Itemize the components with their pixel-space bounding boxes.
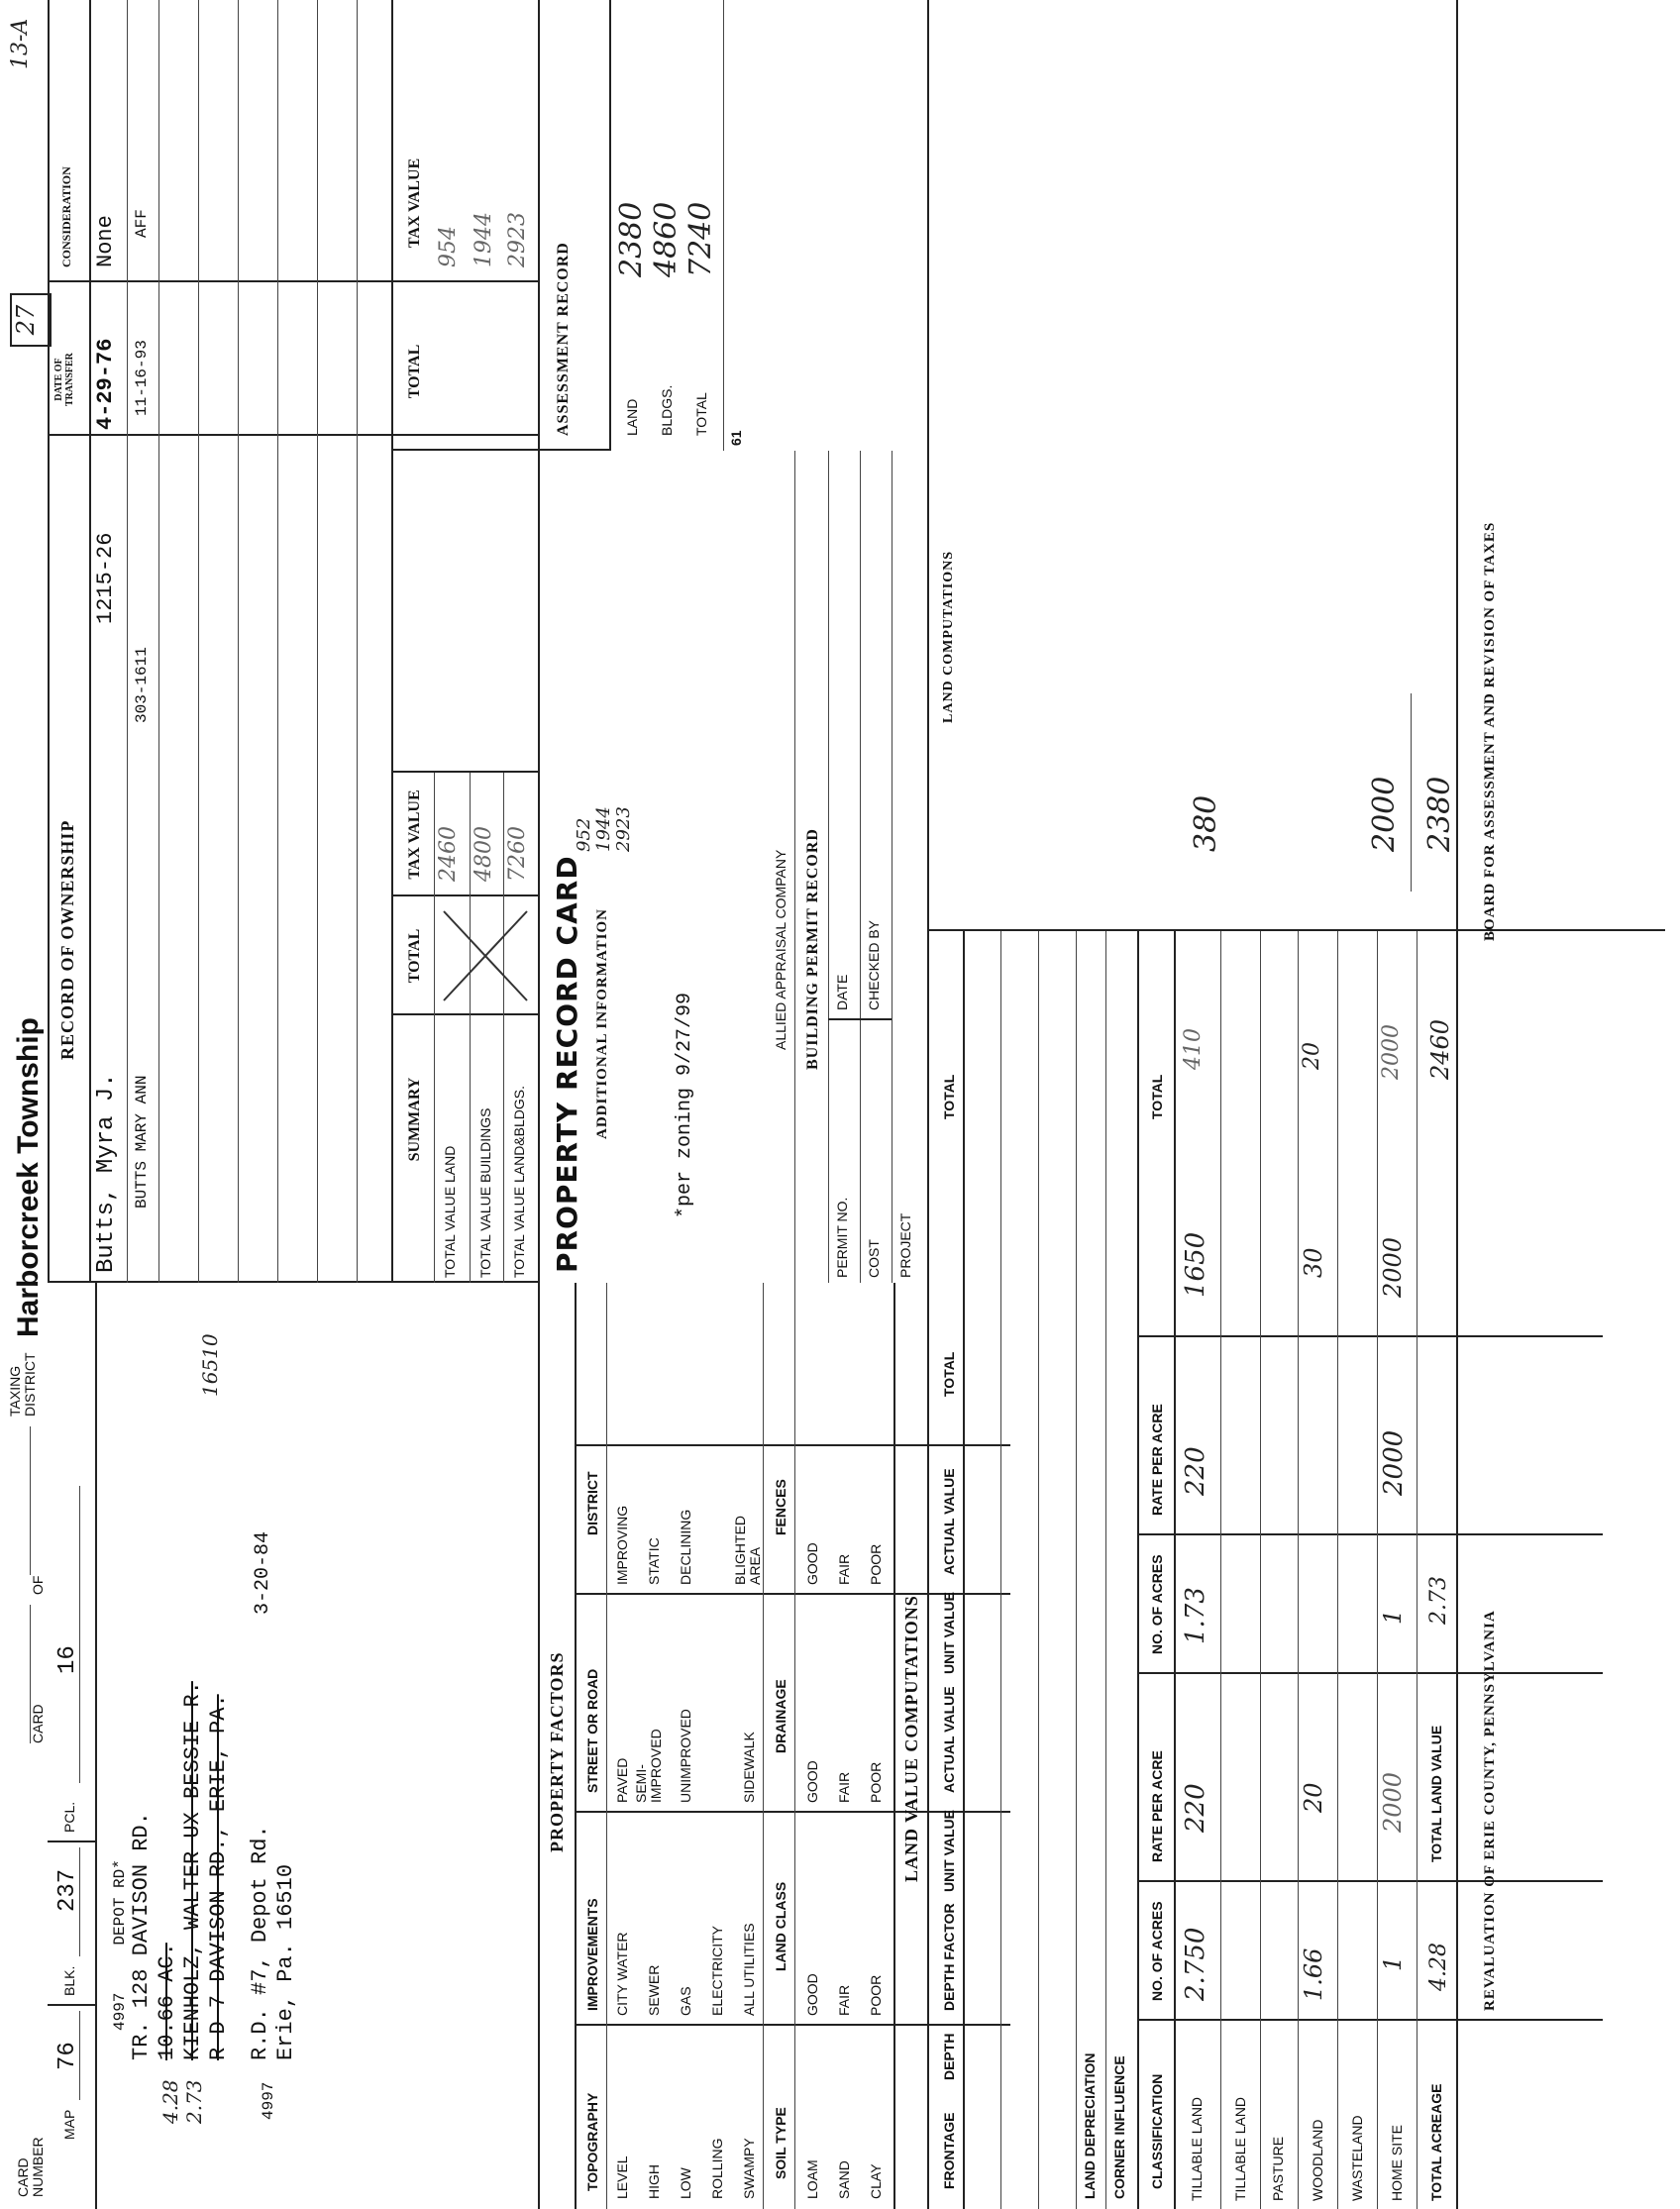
- card-box: 27: [10, 293, 52, 347]
- class-row-5: WASTELAND: [1349, 2115, 1365, 2201]
- summary-tax-header-2: TAX VALUE: [406, 158, 423, 249]
- township-name: Harborcreek Township: [12, 1017, 45, 1337]
- land-comp-value-3: 2380: [1422, 776, 1457, 852]
- lv-header-unit-value: UNIT VALUE: [941, 1810, 957, 1892]
- class-row-4: WOODLAND: [1310, 2119, 1325, 2201]
- class-row-6-rate2: 2000: [1379, 1429, 1409, 1496]
- owner-book-2: 303-1611: [133, 647, 151, 723]
- soil-sand: SAND: [836, 2160, 852, 2199]
- summary-tax-buildings: 4800: [472, 826, 496, 882]
- class-row-4-acres1: 1.66: [1300, 1947, 1327, 2001]
- drainage-poor: POOR: [868, 1761, 884, 1803]
- total-land-value-val: 2460: [1426, 1018, 1454, 1080]
- street-paved: PAVED: [614, 1757, 630, 1803]
- land-class-poor: POOR: [868, 1974, 884, 2016]
- summary-row-total: TOTAL VALUE LAND&BLDGS.: [511, 1086, 527, 1278]
- side-figures: 952 1944 2923: [574, 806, 634, 852]
- street-unimproved: UNIMPROVED: [678, 1709, 693, 1803]
- parcel-line-5-note: 16510: [198, 1333, 222, 1397]
- assessment-bldgs-value: 4860: [649, 201, 683, 277]
- parcel-line-4: KIENHOLZ, WALTER UX BESSIE R.: [180, 1681, 205, 2060]
- owner-date-1: 4-29-76: [93, 338, 118, 430]
- of-label: OF: [30, 1575, 46, 1595]
- land-comp-value-2: 2000: [1367, 776, 1402, 852]
- land-class-good: GOOD: [804, 1973, 820, 2016]
- footer-left: REVALUATION OF ERIE COUNTY, PENNSYLVANIA: [1482, 1610, 1498, 2011]
- summary-tax2-total: 2923: [505, 212, 530, 267]
- assessment-title: ASSESSMENT RECORD: [555, 242, 572, 436]
- lv-header-actual-value: ACTUAL VALUE: [941, 1686, 957, 1793]
- owner-date-2: 11-16-93: [133, 340, 151, 416]
- class-header-classification: CLASSIFICATION: [1149, 2073, 1165, 2189]
- street-header: STREET OR ROAD: [584, 1668, 600, 1793]
- land-comp-title: LAND COMPUTATIONS: [941, 551, 956, 723]
- property-record-title: PROPERTY RECORD CARD: [551, 855, 583, 1273]
- parcel-line-1: 4997 DEPOT RD*: [111, 1859, 129, 2031]
- permit-no-label: PERMIT NO.: [834, 1197, 850, 1278]
- lv-header-total-2: TOTAL: [941, 1074, 957, 1119]
- class-row-3: PASTURE: [1270, 2136, 1286, 2201]
- impr-sewer: SEWER: [646, 1964, 662, 2016]
- assessment-total-label: TOTAL: [693, 392, 709, 436]
- parcel-line-6: R.D. #7, Depot Rd.: [248, 1825, 272, 2060]
- footer-right: BOARD FOR ASSESSMENT AND REVISION OF TAXES: [1482, 521, 1498, 941]
- improvements-header: IMPROVEMENTS: [584, 1898, 600, 2011]
- topo-level: LEVEL: [614, 2156, 630, 2199]
- topo-high: HIGH: [646, 2164, 662, 2199]
- class-row-6-acres1: 1: [1379, 1955, 1407, 1971]
- drainage-good: GOOD: [804, 1760, 820, 1803]
- acreage-note: 4.28 2.73: [158, 2079, 206, 2124]
- street-sidewalk: SIDEWALK: [741, 1732, 757, 1803]
- class-row-6-total2: 2000: [1379, 1024, 1404, 1080]
- corner-influence: CORNER INFLUENCE: [1111, 2055, 1127, 2199]
- blk-label: BLK.: [61, 1965, 77, 1996]
- permit-cost-label: COST: [866, 1239, 882, 1278]
- lv-header-total: TOTAL: [941, 1351, 957, 1397]
- date-transfer-header: DATE OF TRANSFER: [53, 353, 75, 406]
- class-row-1-rate2: 220: [1181, 1446, 1210, 1496]
- class-row-6-acres2: 1: [1379, 1609, 1407, 1625]
- land-depreciation: LAND DEPRECIATION: [1082, 2052, 1098, 2199]
- total-acreage-val2: 2.73: [1426, 1576, 1451, 1625]
- summary-row-buildings: TOTAL VALUE BUILDINGS: [477, 1107, 493, 1278]
- class-row-4-rate1: 20: [1300, 1782, 1327, 1813]
- total-land-value-label: TOTAL LAND VALUE: [1428, 1725, 1444, 1862]
- class-row-1-acres2: 1.73: [1181, 1587, 1210, 1644]
- property-factors-title: PROPERTY FACTORS: [547, 1651, 567, 1852]
- class-row-2: TILLABLE LAND: [1232, 2096, 1248, 2201]
- summary-total-header: TOTAL: [406, 928, 423, 984]
- checked-by-label: CHECKED BY: [866, 919, 882, 1010]
- map-value: 76: [54, 2042, 81, 2070]
- lv-header-actual-value-2: ACTUAL VALUE: [941, 1468, 957, 1575]
- owner-name-2: BUTTS MARY ANN: [133, 1075, 151, 1209]
- topo-swampy: SWAMPY: [741, 2138, 757, 2199]
- lv-header-depth: DEPTH: [941, 2033, 957, 2080]
- summary-title: SUMMARY: [406, 1077, 423, 1162]
- fences-header: FENCES: [773, 1479, 788, 1535]
- district-static: STATIC: [646, 1537, 662, 1585]
- impr-gas: GAS: [678, 1986, 693, 2016]
- class-header-rate-2: RATE PER ACRE: [1149, 1404, 1165, 1516]
- pcl-value: 16: [54, 1645, 81, 1674]
- assessment-bldgs-label: BLDGS.: [659, 384, 675, 436]
- lv-header-unit-value-2: UNIT VALUE: [941, 1592, 957, 1674]
- land-value-title: LAND VALUE COMPUTATIONS: [901, 1595, 921, 1882]
- soil-header: SOIL TYPE: [773, 2107, 788, 2179]
- owner-name-1: Butts, Myra J.: [93, 1073, 120, 1273]
- card-label: CARD: [30, 1704, 46, 1743]
- map-label: MAP: [61, 2109, 77, 2140]
- card-number-label: CARD NUMBER: [15, 2137, 46, 2197]
- total-acreage-label: TOTAL ACREAGE: [1428, 2083, 1444, 2201]
- assessment-land-label: LAND: [624, 398, 640, 436]
- parcel-line-6-date: 3-20-84: [252, 1530, 274, 1615]
- parcel-line-3: 10.66 AC.: [155, 1943, 179, 2060]
- zoning-note: *per zoning 9/27/99: [674, 992, 696, 1218]
- street-semi-improved: SEMI- IMPROVED: [633, 1729, 664, 1803]
- owner-consideration-2: AFF: [133, 209, 151, 238]
- appraisal-company: ALLIED APPRAISAL COMPANY: [773, 849, 788, 1050]
- lv-header-depth-factor: DEPTH FACTOR: [941, 1903, 957, 2011]
- parcel-line-2: TR. 128 DAVISON RD.: [129, 1812, 154, 2060]
- fences-poor: POOR: [868, 1543, 884, 1585]
- parcel-line-5: R D 7 DAVISON RD., ERIE, PA.: [206, 1694, 231, 2060]
- class-row-6-total1: 2000: [1379, 1236, 1407, 1298]
- class-row-6: HOME SITE: [1389, 2124, 1405, 2201]
- summary-tax2-buildings: 1944: [472, 212, 496, 267]
- class-row-1-acres1: 2.750: [1181, 1927, 1210, 2001]
- class-header-total: TOTAL: [1149, 1074, 1165, 1119]
- lv-header-frontage: FRONTAGE: [941, 2112, 957, 2189]
- assessment-total-value: 7240: [683, 201, 718, 277]
- summary-row-land: TOTAL VALUE LAND: [442, 1145, 458, 1278]
- summary-total-header-2: TOTAL: [406, 344, 423, 399]
- ownership-title: RECORD OF OWNERSHIP: [57, 819, 77, 1060]
- pcl-label: PCL.: [61, 1801, 77, 1833]
- permit-title: BUILDING PERMIT RECORD: [804, 828, 821, 1070]
- blk-value: 237: [54, 1868, 81, 1912]
- fences-good: GOOD: [804, 1542, 820, 1585]
- permit-project-label: PROJECT: [897, 1212, 913, 1278]
- soil-loam: LOAM: [804, 2159, 820, 2199]
- class-header-acres-2: NO. OF ACRES: [1149, 1554, 1165, 1654]
- fences-fair: FAIR: [836, 1553, 852, 1585]
- assessment-land-value: 2380: [614, 201, 649, 277]
- district-header: DISTRICT: [584, 1471, 600, 1535]
- drainage-header: DRAINAGE: [773, 1679, 788, 1753]
- impr-city-water: CITY WATER: [614, 1932, 630, 2016]
- topography-header: TOPOGRAPHY: [584, 2092, 600, 2191]
- district-improving: IMPROVING: [614, 1505, 630, 1585]
- corner-mark: 13-A: [8, 18, 33, 69]
- summary-tax-header: TAX VALUE: [406, 789, 423, 880]
- class-header-rate: RATE PER ACRE: [1149, 1750, 1165, 1862]
- summary-cross-mark: [436, 901, 535, 1010]
- parcel-line-7: Erie, Pa. 16510: [273, 1863, 298, 2060]
- class-row-1-total1: 1650: [1181, 1231, 1210, 1298]
- class-header-acres: NO. OF ACRES: [1149, 1901, 1165, 2001]
- owner-consideration-1: None: [93, 215, 118, 267]
- additional-info-label: ADDITIONAL INFORMATION: [594, 908, 610, 1139]
- consideration-header: CONSIDERATION: [59, 166, 73, 267]
- class-row-4-total2: 20: [1300, 1042, 1324, 1070]
- drainage-fair: FAIR: [836, 1771, 852, 1803]
- district-declining: DECLINING: [678, 1509, 693, 1585]
- district-blighted: BLIGHTED AREA: [732, 1515, 763, 1585]
- topo-low: LOW: [678, 2167, 693, 2199]
- land-comp-value-1: 380: [1189, 794, 1223, 852]
- land-class-fair: FAIR: [836, 1984, 852, 2016]
- land-class-header: LAND CLASS: [773, 1881, 788, 1971]
- impr-electricity: ELECTRICITY: [709, 1925, 725, 2016]
- soil-clay: CLAY: [868, 2163, 884, 2199]
- summary-tax-total: 7260: [505, 826, 530, 882]
- impr-all-utilities: ALL UTILITIES: [741, 1923, 757, 2016]
- permit-date-label: DATE: [834, 974, 850, 1010]
- class-row-1-rate1: 220: [1181, 1783, 1210, 1833]
- assessment-year: 61: [728, 430, 744, 446]
- summary-tax-land: 2460: [436, 826, 461, 882]
- total-acreage-val1: 4.28: [1426, 1943, 1451, 1991]
- class-row-6-rate1: 2000: [1379, 1771, 1407, 1833]
- class-row-1: TILLABLE LAND: [1189, 2096, 1205, 2201]
- owner-book-1: 1215-26: [93, 532, 118, 624]
- summary-tax2-land: 954: [436, 226, 461, 267]
- parcel-line-6-prefix: 4997: [260, 2081, 277, 2120]
- class-row-1-total2: 410: [1181, 1028, 1206, 1070]
- topo-rolling: ROLLING: [709, 2138, 725, 2199]
- taxing-district-label: TAXING DISTRICT: [7, 1352, 38, 1417]
- class-row-4-total1: 30: [1300, 1247, 1327, 1278]
